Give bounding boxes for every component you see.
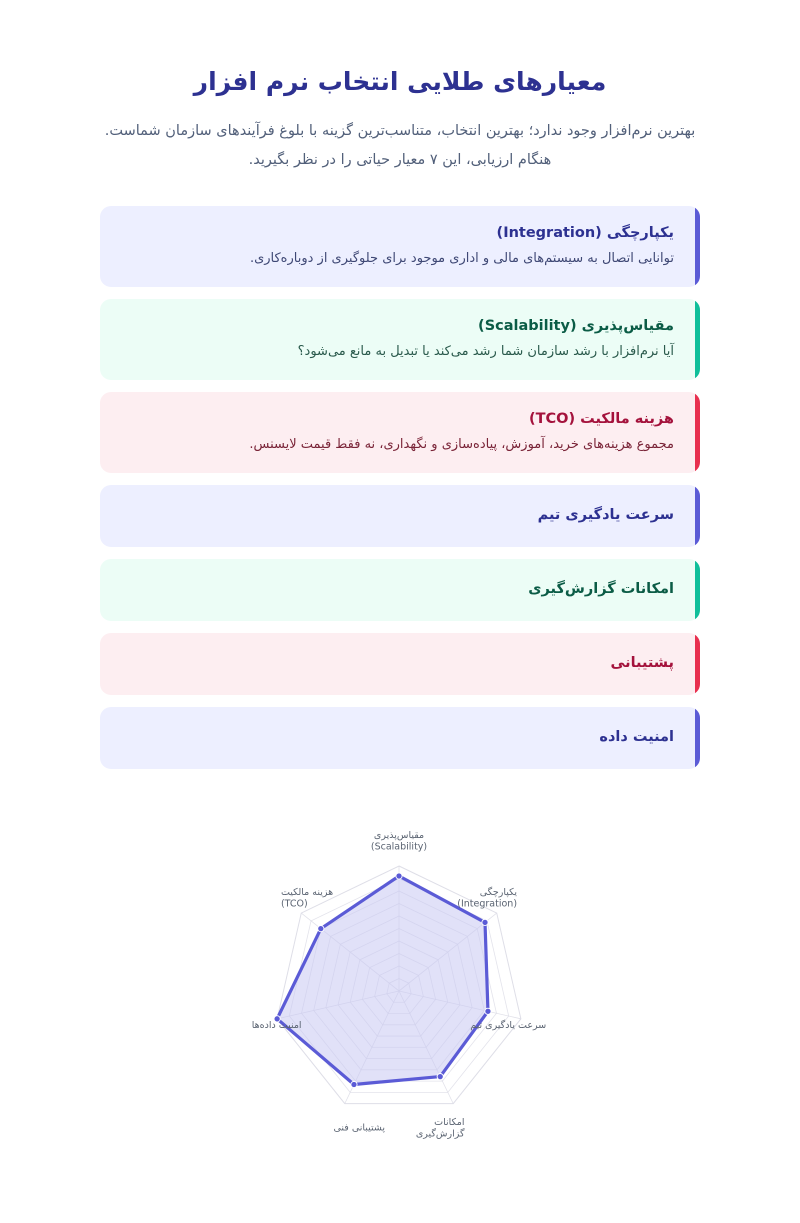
radar-data-point xyxy=(351,1081,357,1087)
radar-axis-label: امنیت داده‌ها xyxy=(251,1019,302,1031)
radar-data-point xyxy=(482,919,488,925)
page-subtitle: بهترین نرم‌افزار وجود ندارد؛ بهترین انتخاب، متناسب‌ترین گزینه با بلوغ فرآیندهای سازمان شماست. هنگام ارزیابی، این ۷ معیار حیاتی را در نظر بگیرید. xyxy=(104,123,696,168)
criteria-card[interactable] xyxy=(100,707,700,769)
radar-axis-label: یکپارچگی (Integration) xyxy=(457,886,518,909)
card-accent-bar xyxy=(695,485,700,547)
criteria-card-title: هزینه مالکیت (TCO) xyxy=(528,410,674,427)
radar-data-point xyxy=(437,1073,443,1079)
criteria-card[interactable] xyxy=(100,559,700,621)
criteria-card-description: آیا نرم‌افزار با رشد سازمان شما رشد می‌کند یا تبدیل به مانع می‌شود؟ xyxy=(297,343,674,359)
page-title: معیارهای طلایی انتخاب نرم افزار xyxy=(193,67,607,96)
criteria-card-title: امکانات گزارش‌گیری xyxy=(528,581,674,597)
card-accent-bar xyxy=(695,633,700,695)
radar-data-point xyxy=(485,1008,491,1014)
radar-chart xyxy=(0,783,800,1183)
page-header xyxy=(0,0,800,174)
criteria-list xyxy=(0,206,800,769)
criteria-card[interactable] xyxy=(100,485,700,547)
radar-chart-svg xyxy=(0,783,800,1183)
card-accent-bar xyxy=(695,392,700,473)
criteria-card[interactable] xyxy=(100,633,700,695)
criteria-card-title: امنیت داده xyxy=(599,729,674,745)
radar-axis-label: پشتیبانی فنی xyxy=(333,1122,386,1134)
criteria-card-title: پشتیبانی xyxy=(610,655,674,671)
criteria-card-title: سرعت یادگیری تیم xyxy=(537,507,674,523)
radar-axis-label: مقیاس‌پذیری (Scalability) xyxy=(370,829,428,852)
card-accent-bar xyxy=(695,707,700,769)
criteria-card-title: مقیاس‌پذیری (Scalability) xyxy=(478,317,674,334)
radar-axis-label: امکانات گزارش‌گیری xyxy=(415,1116,465,1140)
radar-data-point xyxy=(396,872,402,878)
card-accent-bar xyxy=(695,206,700,287)
criteria-card[interactable] xyxy=(100,299,700,380)
criteria-card-description: توانایی اتصال به سیستم‌های مالی و اداری موجود برای جلوگیری از دوباره‌کاری. xyxy=(249,250,674,266)
criteria-card-description: مجموع هزینه‌های خرید، آموزش، پیاده‌سازی و نگهداری، نه فقط قیمت لایسنس. xyxy=(249,436,674,452)
card-accent-bar xyxy=(695,559,700,621)
radar-data-point xyxy=(318,925,324,931)
criteria-card[interactable] xyxy=(100,392,700,473)
criteria-card-title: یکپارچگی (Integration) xyxy=(496,224,674,241)
criteria-card[interactable] xyxy=(100,206,700,287)
radar-axis-label: سرعت یادگیری تیم xyxy=(470,1019,547,1031)
radar-axis-label: هزینه مالکیت (TCO) xyxy=(280,886,334,909)
card-accent-bar xyxy=(695,299,700,380)
